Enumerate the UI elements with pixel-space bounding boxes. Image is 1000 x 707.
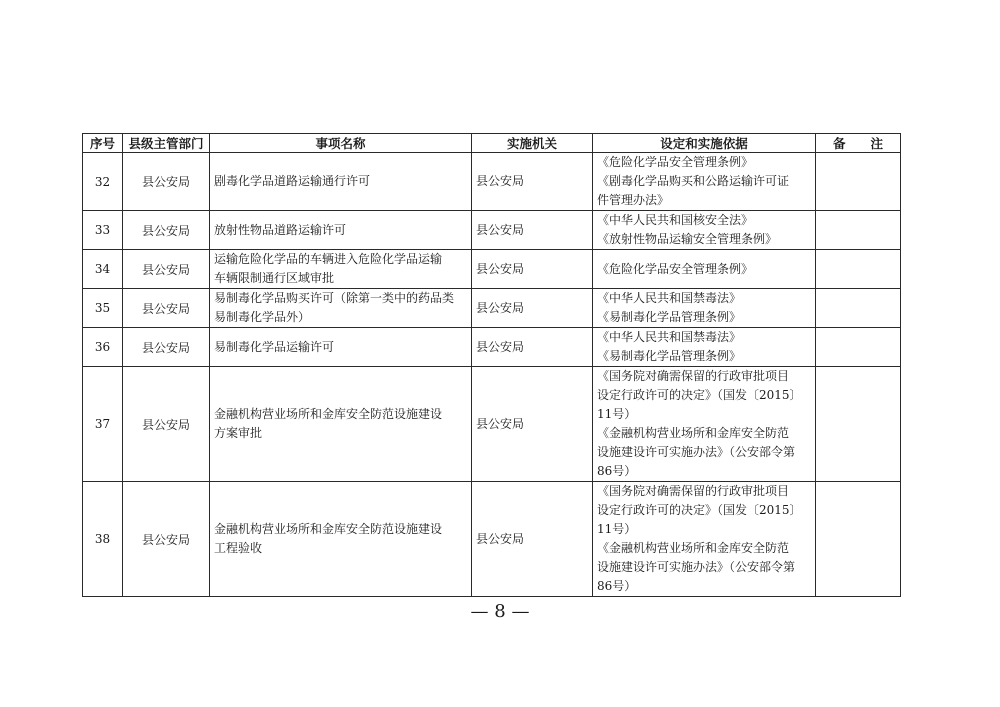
cell-basis <box>593 482 816 597</box>
table-header-row <box>83 134 901 153</box>
cell-name <box>210 211 472 250</box>
cell-no: 37 <box>83 367 123 482</box>
cell-agency: 县公安局 <box>472 250 593 289</box>
table-row <box>83 289 901 328</box>
cell-basis-line: 11号） <box>597 407 637 421</box>
cell-basis-line: 《中华人民共和国禁毒法》 <box>597 291 742 305</box>
cell-dept: 县公安局 <box>123 482 210 597</box>
cell-name <box>210 328 472 367</box>
cell-agency: 县公安局 <box>472 482 593 597</box>
header-no: 序号 <box>83 134 123 153</box>
cell-basis-line: 《危险化学品安全管理条例》 <box>597 155 754 169</box>
cell-basis-line: 86号） <box>597 579 637 593</box>
cell-agency: 县公安局 <box>472 367 593 482</box>
cell-agency: 县公安局 <box>472 328 593 367</box>
cell-basis-line: 《金融机构营业场所和金库安全防范 <box>597 426 790 440</box>
cell-basis-line: 设施建设许可实施办法》（公安部令第 <box>597 560 796 574</box>
cell-no: 33 <box>83 211 123 250</box>
cell-name-line: 易制毒化学品购买许可（除第一类中的药品类 <box>214 291 455 305</box>
cell-basis-line: 《易制毒化学品管理条例》 <box>597 349 742 363</box>
cell-name-line: 金融机构营业场所和金库安全防范设施建设 <box>214 522 443 536</box>
cell-basis <box>593 250 816 289</box>
cell-dept: 县公安局 <box>123 367 210 482</box>
cell-no: 32 <box>83 153 123 211</box>
cell-dept: 县公安局 <box>123 250 210 289</box>
cell-basis-line: 设定行政许可的决定》（国发〔2015〕 <box>597 388 802 402</box>
cell-name <box>210 367 472 482</box>
cell-name-line: 易制毒化学品运输许可 <box>214 339 335 354</box>
cell-basis <box>593 211 816 250</box>
cell-name <box>210 289 472 328</box>
table-row <box>83 153 901 211</box>
page-number: — 8 — <box>470 601 530 622</box>
cell-agency: 县公安局 <box>472 289 593 328</box>
cell-name-line: 易制毒化学品外） <box>214 310 311 324</box>
cell-agency: 县公安局 <box>472 153 593 211</box>
cell-basis-line: 《易制毒化学品管理条例》 <box>597 310 742 324</box>
cell-dept: 县公安局 <box>123 328 210 367</box>
cell-basis <box>593 289 816 328</box>
header-dept: 县级主管部门 <box>123 134 210 153</box>
cell-basis-line: 件管理办法》 <box>597 193 670 207</box>
header-name: 事项名称 <box>210 134 472 153</box>
cell-basis-line: 《中华人民共和国核安全法》 <box>597 213 754 227</box>
header-basis: 设定和实施依据 <box>593 134 816 153</box>
cell-remark <box>816 289 901 328</box>
cell-basis-line: 《国务院对确需保留的行政审批项目 <box>597 484 790 498</box>
table-body <box>83 153 901 597</box>
cell-name-line: 方案审批 <box>214 426 263 440</box>
table-row <box>83 482 901 597</box>
cell-name-line: 运输危险化学品的车辆进入危险化学品运输 <box>214 252 443 266</box>
cell-dept: 县公安局 <box>123 153 210 211</box>
cell-basis-line: 《剧毒化学品购买和公路运输许可证 <box>597 174 790 188</box>
cell-agency: 县公安局 <box>472 211 593 250</box>
cell-no: 35 <box>83 289 123 328</box>
cell-no: 38 <box>83 482 123 597</box>
cell-name-line: 放射性物品道路运输许可 <box>214 222 347 237</box>
cell-name-line: 剧毒化学品道路运输通行许可 <box>214 174 371 188</box>
table-row <box>83 367 901 482</box>
header-agency: 实施机关 <box>472 134 593 153</box>
admin-approval-table <box>82 133 901 597</box>
cell-basis-line: 《危险化学品安全管理条例》 <box>597 261 754 276</box>
cell-basis <box>593 153 816 211</box>
cell-name-line: 金融机构营业场所和金库安全防范设施建设 <box>214 407 443 421</box>
cell-name-line: 车辆限制通行区域审批 <box>214 271 335 285</box>
table-row <box>83 211 901 250</box>
cell-basis-line: 《国务院对确需保留的行政审批项目 <box>597 369 790 383</box>
cell-basis-line: 《中华人民共和国禁毒法》 <box>597 330 742 344</box>
cell-remark <box>816 153 901 211</box>
cell-name <box>210 482 472 597</box>
cell-basis <box>593 367 816 482</box>
cell-basis-line: 11号） <box>597 522 637 536</box>
table-row <box>83 328 901 367</box>
cell-basis-line: 《金融机构营业场所和金库安全防范 <box>597 541 790 555</box>
cell-name <box>210 153 472 211</box>
cell-basis-line: 86号） <box>597 464 637 478</box>
cell-remark <box>816 250 901 289</box>
cell-basis <box>593 328 816 367</box>
cell-remark <box>816 367 901 482</box>
cell-basis-line: 设施建设许可实施办法》（公安部令第 <box>597 445 796 459</box>
cell-remark <box>816 328 901 367</box>
cell-dept: 县公安局 <box>123 289 210 328</box>
cell-dept: 县公安局 <box>123 211 210 250</box>
cell-name-line: 工程验收 <box>214 541 263 555</box>
cell-no: 34 <box>83 250 123 289</box>
table-row <box>83 250 901 289</box>
header-remark: 备 注 <box>816 134 901 153</box>
cell-basis-line: 设定行政许可的决定》（国发〔2015〕 <box>597 503 802 517</box>
cell-name <box>210 250 472 289</box>
cell-remark <box>816 482 901 597</box>
cell-basis-line: 《放射性物品运输安全管理条例》 <box>597 232 778 246</box>
cell-remark <box>816 211 901 250</box>
cell-no: 36 <box>83 328 123 367</box>
